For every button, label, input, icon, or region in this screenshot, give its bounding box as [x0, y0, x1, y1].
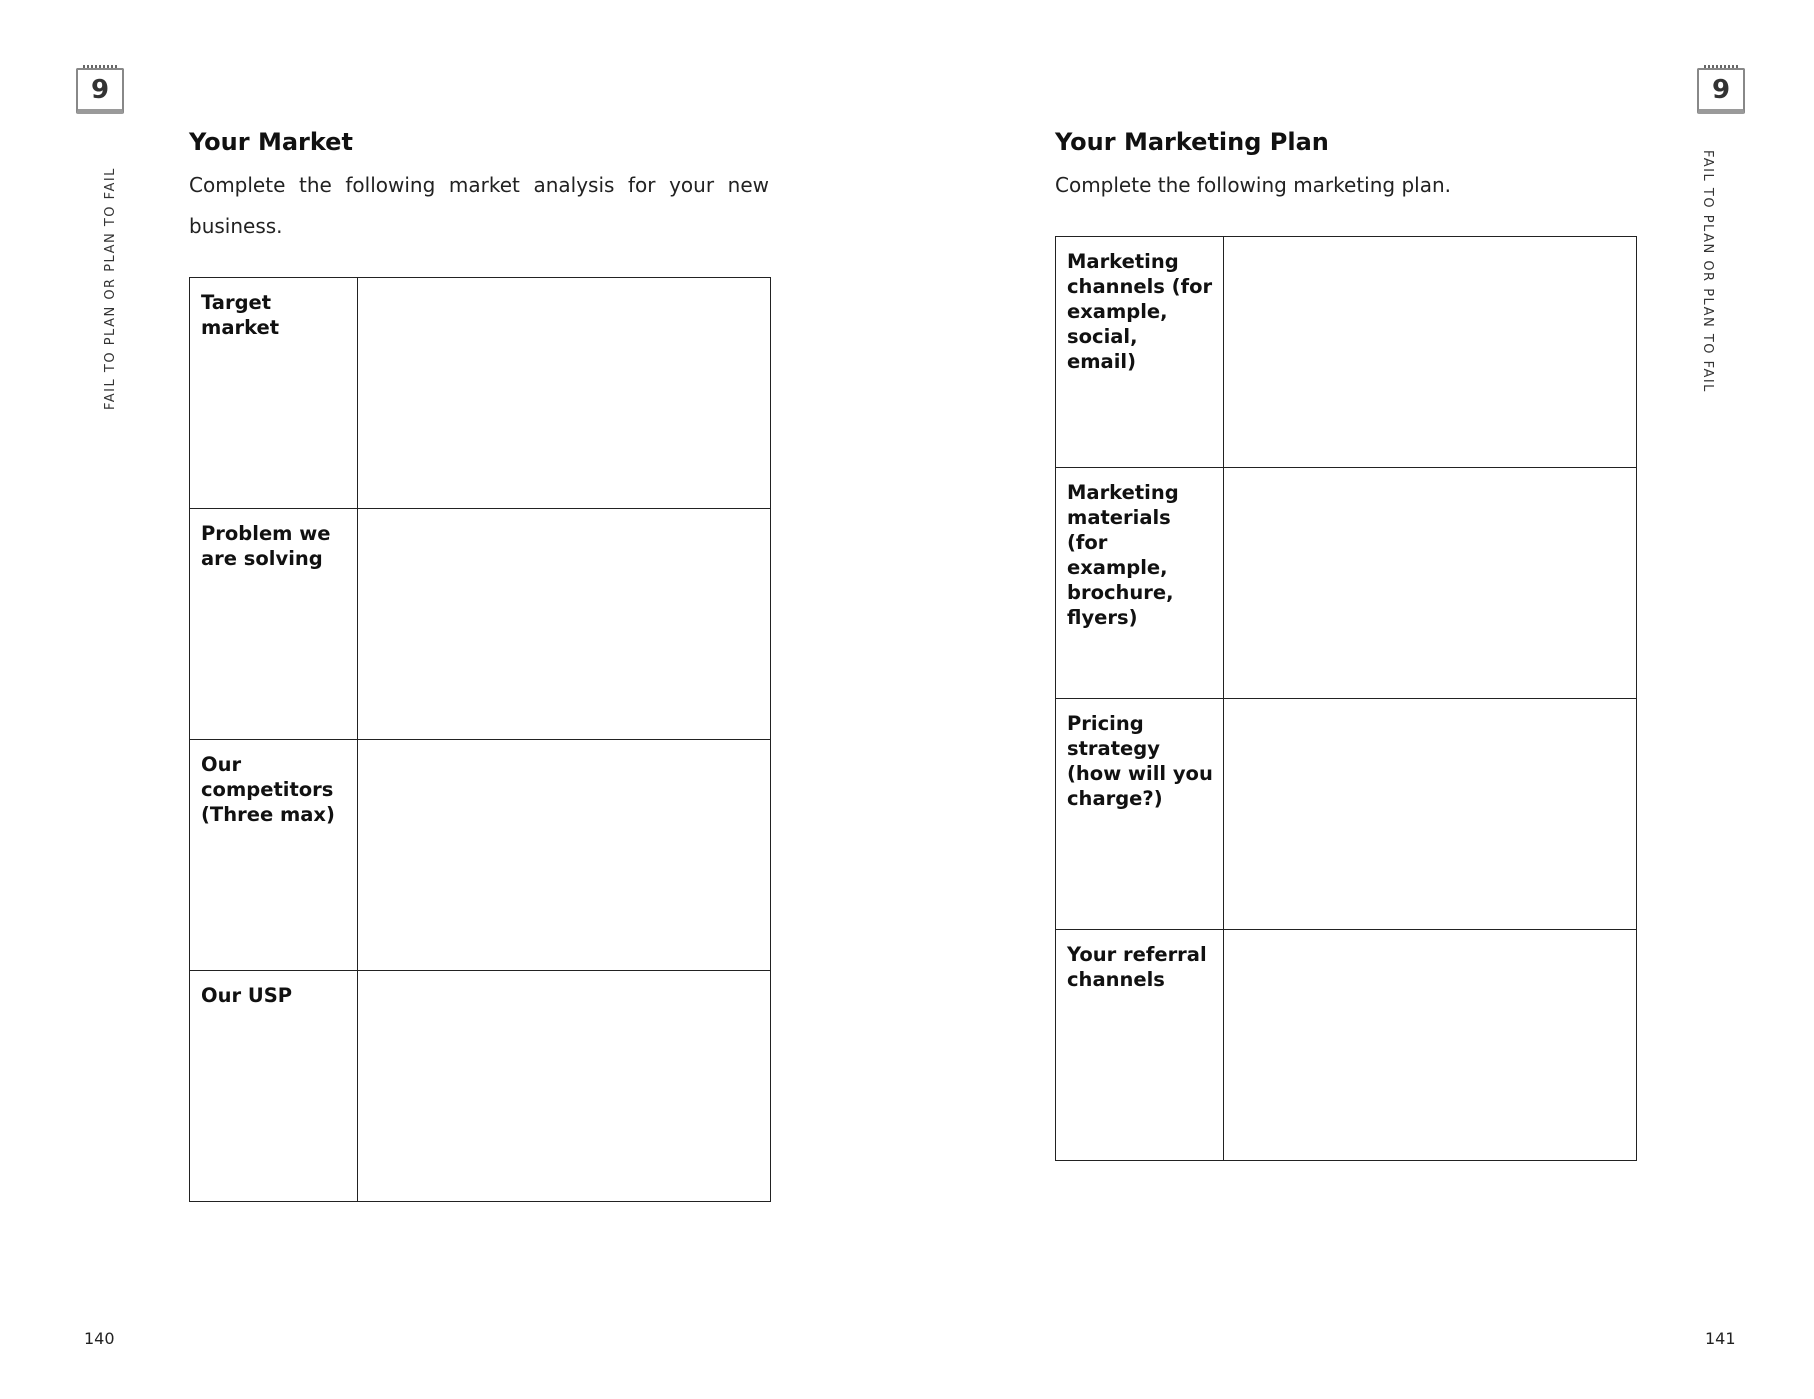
- row-label: Marketing channels (for example, social, email): [1056, 237, 1224, 468]
- table-row: [190, 971, 771, 1202]
- chapter-badge: [1697, 68, 1745, 114]
- chapter-number: 9: [1711, 74, 1731, 105]
- right-page: [907, 0, 1814, 1399]
- market-analysis-table: [189, 277, 771, 1202]
- marketing-plan-table: [1055, 236, 1637, 1161]
- row-label: Pricing strategy (how will you charge?): [1056, 699, 1224, 930]
- row-label: Our USP: [190, 971, 358, 1202]
- page-number: 141: [1705, 1329, 1736, 1348]
- page-number: 140: [84, 1329, 115, 1348]
- table-row: [1056, 699, 1637, 930]
- section-title: Your Marketing Plan: [1055, 128, 1329, 156]
- row-label: Target market: [190, 278, 358, 509]
- table-row: [1056, 930, 1637, 1161]
- table-row: [1056, 468, 1637, 699]
- section-title: Your Market: [189, 128, 353, 156]
- row-label: Problem we are solving: [190, 509, 358, 740]
- answer-cell-channels[interactable]: [1224, 237, 1637, 468]
- table-row: [190, 740, 771, 971]
- table-row: [190, 509, 771, 740]
- answer-cell-pricing[interactable]: [1224, 699, 1637, 930]
- answer-cell-target-market[interactable]: [358, 278, 771, 509]
- row-label: Our competitors (Three max): [190, 740, 358, 971]
- table-row: [190, 278, 771, 509]
- running-head: FAIL TO PLAN OR PLAN TO FAIL: [1700, 150, 1715, 393]
- row-label: Marketing materials (for example, brochure, flyers): [1056, 468, 1224, 699]
- section-intro: Complete the following market analysis for your new business.: [189, 173, 769, 238]
- chapter-badge: [76, 68, 124, 114]
- answer-cell-usp[interactable]: [358, 971, 771, 1202]
- running-head: FAIL TO PLAN OR PLAN TO FAIL: [103, 167, 118, 410]
- row-label: Your referral channels: [1056, 930, 1224, 1161]
- answer-cell-referral[interactable]: [1224, 930, 1637, 1161]
- section-intro: Complete the following marketing plan.: [1055, 173, 1451, 197]
- answer-cell-problem[interactable]: [358, 509, 771, 740]
- answer-cell-competitors[interactable]: [358, 740, 771, 971]
- table-row: [1056, 237, 1637, 468]
- answer-cell-materials[interactable]: [1224, 468, 1637, 699]
- chapter-number: 9: [90, 74, 110, 105]
